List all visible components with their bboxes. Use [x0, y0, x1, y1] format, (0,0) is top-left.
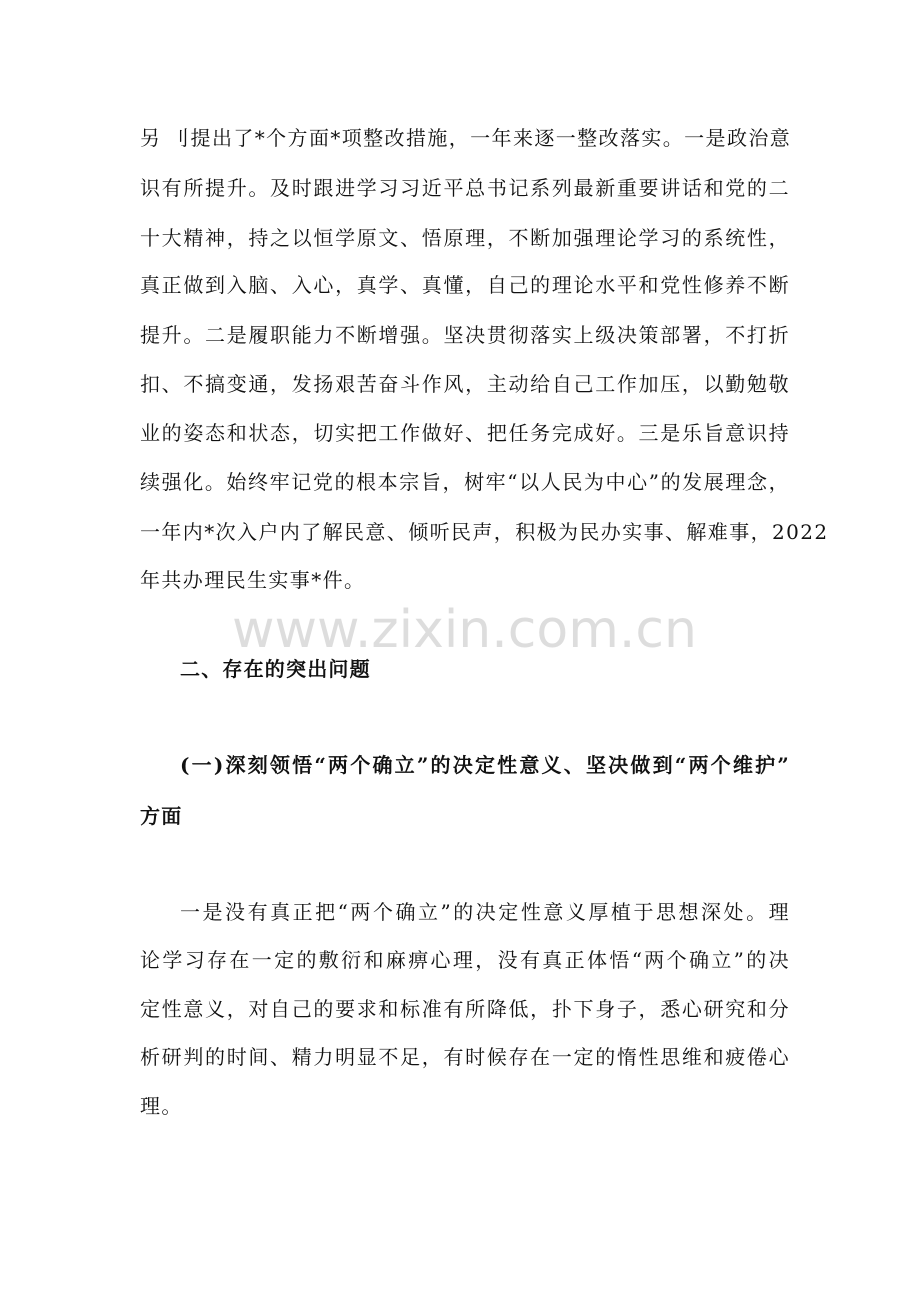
- paragraph-line: 理。: [140, 1094, 183, 1118]
- paragraph-line: 业的姿态和状态，切实把工作做好、把任务完成好。三是乐旨意识持: [140, 421, 790, 445]
- paragraph-line: 论学习存在一定的敷衍和麻痹心理，没有真正体悟“两个确立”的决: [140, 948, 790, 972]
- paragraph-line: 一是没有真正把“两个确立”的决定性意义厚植于思想深处。理: [180, 900, 790, 924]
- paragraph-line: 定性意义，对自己的要求和标准有所降低，扑下身子，悉心研究和分: [140, 997, 790, 1021]
- watermark-text: www.zixin.com.cn: [232, 600, 697, 660]
- paragraph-line: 年共办理民生实事*件。: [140, 568, 366, 592]
- paragraph-line: 真正做到入脑、入心，真学、真懂，自己的理论水平和党性修养不断: [140, 273, 790, 297]
- paragraph-line: 提升。二是履职能力不断增强。坚决贯彻落实上级决策部署，不打折: [140, 323, 790, 347]
- paragraph-line: 另 刂提出了*个方面*项整改措施，一年来逐一整改落实。一是政治意: [140, 126, 792, 150]
- subheading-line: 方面: [140, 804, 183, 828]
- paragraph-line: 识有所提升。及时跟进学习习近平总书记系列最新重要讲话和党的二: [140, 176, 790, 200]
- section-heading: 二、存在的突出问题: [180, 657, 371, 681]
- paragraph-line: 续强化。始终牢记党的根本宗旨，树牢“以人民为中心”的发展理念，: [140, 470, 790, 494]
- paragraph-line: 十大精神，持之以恒学原文、悟原理，不断加强理论学习的系统性，: [140, 226, 790, 250]
- paragraph-line: 一年内*次入户内了解民意、倾听民声，积极为民办实事、解难事，2022: [140, 520, 829, 544]
- subheading-line: (一)深刻领悟“两个确立”的决定性意义、坚决做到“两个维护”: [180, 753, 790, 777]
- paragraph-line: 扣、不搞变通，发扬艰苦奋斗作风，主动给自己工作加压，以勤勉敬: [140, 372, 790, 396]
- paragraph-line: 析研判的时间、精力明显不足，有时候存在一定的惰性思维和疲倦心: [140, 1045, 790, 1069]
